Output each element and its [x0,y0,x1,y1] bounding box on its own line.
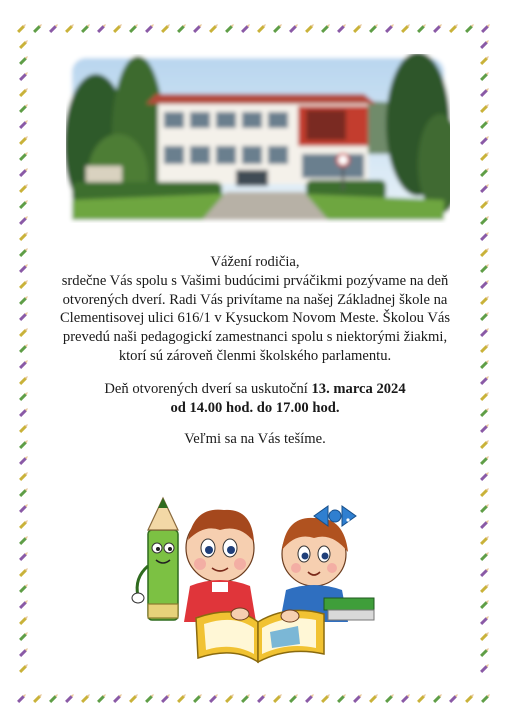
pencil-ornament-icon [19,583,29,593]
body-line-4: prevedú naši pedagogickí zamestnanci spolu s niektorými žiakmi, [62,329,448,346]
pencil-ornament-icon [480,311,490,321]
pencil-ornament-icon [241,23,251,33]
pencil-ornament-icon [480,231,490,241]
pencil-ornament-icon [480,663,490,673]
pencil-ornament-icon [465,23,475,33]
pencil-ornament-icon [449,23,459,33]
body-line-3: Clementisovej ulici 616/1 v Kysuckom Novom Meste. Školou Vás [59,310,451,327]
pencil-ornament-icon [65,693,75,703]
pencil-ornament-icon [193,23,203,33]
pencil-ornament-icon [480,455,490,465]
pencil-ornament-icon [480,199,490,209]
pencil-ornament-icon [480,55,490,65]
pencil-ornament-icon [19,311,29,321]
pencil-ornament-icon [161,693,171,703]
pencil-ornament-icon [321,693,331,703]
pencil-ornament-icon [480,423,490,433]
event-date: 13. marca 2024 [311,380,406,397]
pencil-ornament-icon [305,693,315,703]
pencil-ornament-icon [480,247,490,257]
pencil-ornament-icon [480,519,490,529]
pencil-ornament-icon [161,23,171,33]
pencil-ornament-icon [19,327,29,337]
greeting: Vážení rodičia, [210,254,300,270]
pencil-ornament-icon [480,151,490,161]
pencil-ornament-icon [19,471,29,481]
pencil-ornament-icon [480,119,490,129]
pencil-ornament-icon [480,295,490,305]
pencil-ornament-icon [19,663,29,673]
pencil-ornament-icon [289,693,299,703]
body-line-1: srdečne Vás spolu s Vašimi budúcimi prváčikmi pozývame na deň [61,272,449,289]
pencil-ornament-icon [19,567,29,577]
event-prefix: Deň otvorených dverí sa uskutoční [104,380,312,397]
pencil-ornament-icon [19,519,29,529]
pencil-ornament-icon [480,135,490,145]
pencil-ornament-icon [480,215,490,225]
pencil-ornament-icon [65,23,75,33]
pencil-ornament-icon [385,23,395,33]
pencil-ornament-icon [480,631,490,641]
pencil-ornament-icon [449,693,459,703]
pencil-ornament-icon [19,439,29,449]
pencil-ornament-icon [480,407,490,417]
pencil-ornament-icon [19,183,29,193]
pencil-ornament-icon [480,615,490,625]
pencil-ornament-icon [209,23,219,33]
pencil-ornament-icon [97,693,107,703]
pencil-ornament-icon [19,455,29,465]
pencil-ornament-icon [17,23,27,33]
pencil-ornament-icon [480,279,490,289]
pencil-ornament-icon [480,103,490,113]
pencil-ornament-icon [480,567,490,577]
pencil-ornament-icon [480,599,490,609]
pencil-ornament-icon [19,359,29,369]
pencil-ornament-icon [19,247,29,257]
pencil-ornament-icon [480,551,490,561]
pencil-ornament-icon [19,487,29,497]
pencil-ornament-icon [225,693,235,703]
pencil-ornament-icon [19,263,29,273]
pencil-ornament-icon [49,693,59,703]
pencil-ornament-icon [19,103,29,113]
pencil-ornament-icon [19,295,29,305]
pencil-ornament-icon [19,55,29,65]
pencil-ornament-icon [81,693,91,703]
pencil-ornament-icon [19,375,29,385]
pencil-ornament-icon [369,23,379,33]
closing: Veľmi sa na Vás tešíme. [184,431,326,448]
pencil-ornament-icon [480,471,490,481]
pencil-ornament-icon [129,23,139,33]
pencil-ornament-icon [19,231,29,241]
pencil-ornament-icon [417,23,427,33]
pencil-ornament-icon [81,23,91,33]
pencil-ornament-icon [385,693,395,703]
pencil-ornament-icon [209,693,219,703]
pencil-ornament-icon [401,693,411,703]
pencil-ornament-icon [113,693,123,703]
pencil-ornament-icon [113,23,123,33]
pencil-ornament-icon [129,693,139,703]
pencil-ornament-icon [433,693,443,703]
pencil-ornament-icon [33,23,43,33]
pencil-ornament-icon [257,23,267,33]
pencil-ornament-icon [273,23,283,33]
pencil-ornament-icon [433,23,443,33]
pencil-ornament-icon [145,23,155,33]
pencil-ornament-icon [19,391,29,401]
pencil-ornament-icon [257,693,267,703]
pencil-ornament-icon [177,23,187,33]
pencil-ornament-icon [145,693,155,703]
pencil-ornament-icon [19,647,29,657]
children-reading-clipart [128,486,380,674]
pencil-ornament-icon [480,503,490,513]
pencil-ornament-icon [19,119,29,129]
pencil-ornament-icon [19,599,29,609]
pencil-ornament-icon [337,693,347,703]
boy-icon [184,510,256,622]
pencil-ornament-icon [49,23,59,33]
pencil-ornament-icon [480,391,490,401]
body-line-2: otvorených dverí. Radi Vás privítame na našej Základnej škole na [62,291,448,308]
pencil-ornament-icon [17,693,27,703]
pencil-ornament-icon [19,39,29,49]
pencil-ornament-icon [480,327,490,337]
open-book-icon [196,610,324,662]
pencil-ornament-icon [353,23,363,33]
pencil-ornament-icon [33,693,43,703]
pencil-ornament-icon [19,423,29,433]
pencil-ornament-icon [273,693,283,703]
pencil-ornament-icon [401,23,411,33]
pencil-ornament-icon [481,23,491,33]
event-line [30,380,480,399]
pencil-ornament-icon [177,693,187,703]
pencil-ornament-icon [369,693,379,703]
pencil-ornament-icon [19,215,29,225]
pencil-ornament-icon [480,535,490,545]
pencil-ornament-icon [480,583,490,593]
pencil-ornament-icon [19,199,29,209]
body-line-5: ktorí sú zároveň členmi školského parlamentu. [118,347,392,364]
pencil-ornament-icon [19,87,29,97]
pencil-ornament-icon [480,375,490,385]
pencil-ornament-icon [241,693,251,703]
pencil-ornament-icon [480,263,490,273]
pencil-ornament-icon [480,39,490,49]
pencil-ornament-icon [417,693,427,703]
pencil-ornament-icon [289,23,299,33]
pencil-ornament-icon [480,487,490,497]
school-building-photo [66,54,450,223]
pencil-ornament-icon [353,693,363,703]
pencil-ornament-icon [480,71,490,81]
pencil-ornament-icon [193,693,203,703]
invitation-letter [30,253,480,449]
pencil-ornament-icon [480,439,490,449]
pencil-ornament-icon [19,343,29,353]
pencil-ornament-icon [480,359,490,369]
pencil-character-icon [132,498,178,620]
pencil-ornament-icon [19,503,29,513]
pencil-ornament-icon [305,23,315,33]
pencil-ornament-icon [19,71,29,81]
pencil-ornament-icon [19,167,29,177]
pencil-ornament-icon [480,87,490,97]
pencil-ornament-icon [465,693,475,703]
pencil-ornament-icon [19,615,29,625]
pencil-ornament-icon [225,23,235,33]
event-time: od 14.00 hod. do 17.00 hod. [170,399,340,416]
pencil-ornament-icon [480,183,490,193]
pencil-ornament-icon [19,631,29,641]
pencil-ornament-icon [19,151,29,161]
event-time-line [30,399,480,418]
pencil-ornament-icon [337,23,347,33]
pencil-ornament-icon [480,167,490,177]
pencil-ornament-icon [480,343,490,353]
pencil-ornament-icon [19,551,29,561]
pencil-ornament-icon [321,23,331,33]
pencil-ornament-icon [480,647,490,657]
pencil-ornament-icon [97,23,107,33]
pencil-ornament-icon [19,407,29,417]
pencil-ornament-icon [19,535,29,545]
pencil-ornament-icon [481,693,491,703]
pencil-ornament-icon [19,279,29,289]
pencil-ornament-icon [19,135,29,145]
